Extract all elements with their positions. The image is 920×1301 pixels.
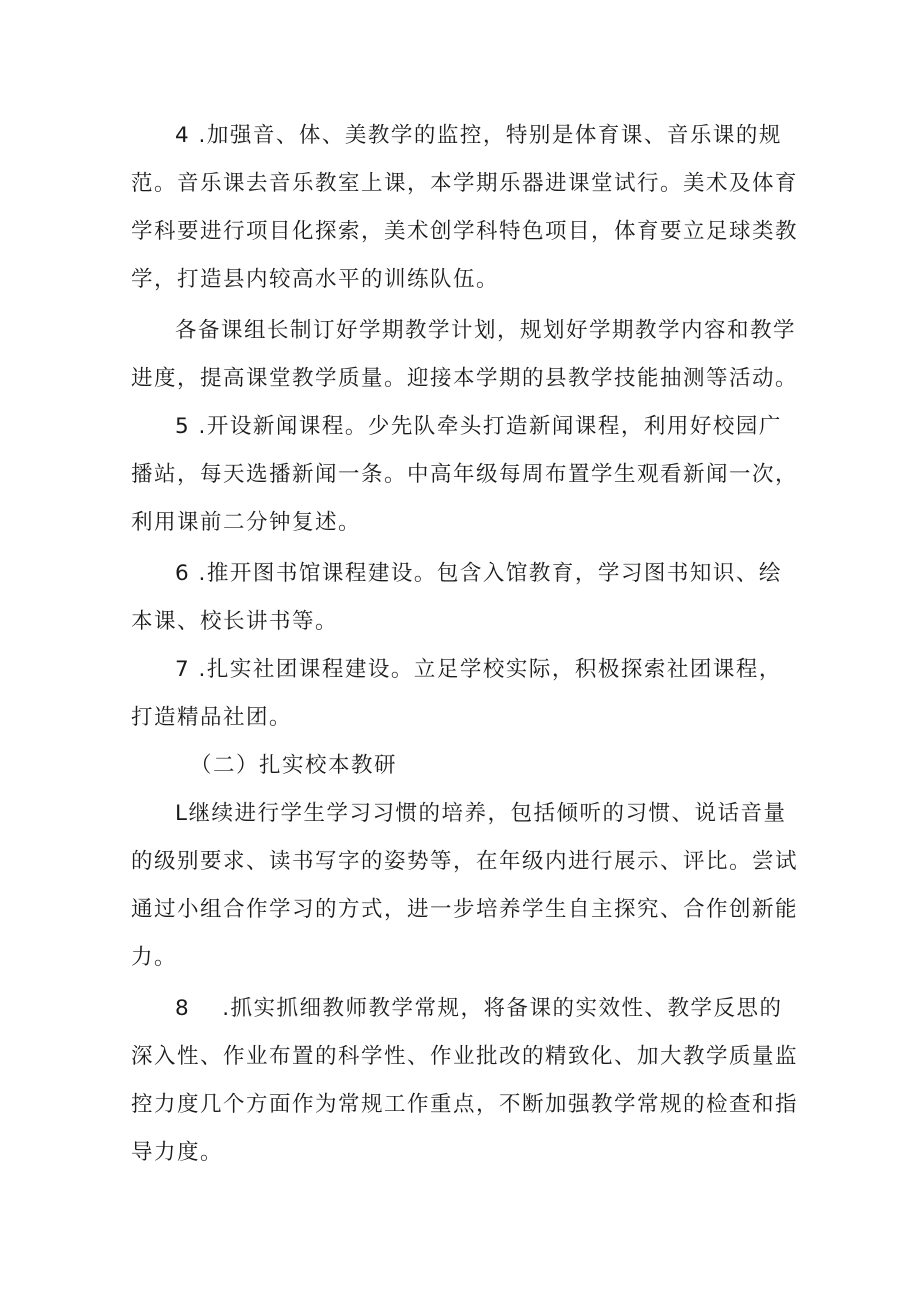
paragraph-6-line-1: 6 .推开图书馆课程建设。包含入馆教育，学习图书知识、绘 [175, 561, 782, 586]
paragraph-8-line-1-text: .抓实抓细教师教学常规，将备课的实效性、教学反思的 [222, 996, 783, 1021]
paragraph-5-line-2: 播站，每天选播新闻一条。中高年级每周布置学生观看新闻一次， [131, 462, 799, 487]
paragraph-8-line-1 [175, 993, 783, 1025]
paragraph-8-line-3: 控力度几个方面作为常规工作重点，不断加强教学常规的检查和指 [131, 1092, 799, 1117]
paragraph-4-line-3: 学科要进行项目化探索，美术创学科特色项目，体育要立足球类教 [131, 219, 799, 244]
paragraph-plan-line-1: 各备课组长制订好学期教学计划，规划好学期教学内容和教学 [175, 318, 797, 343]
paragraph-l-line-2: 的级别要求、读书写字的姿势等，在年级内进行展示、评比。尝试 [131, 849, 799, 874]
paragraph-plan-line-2: 进度，提高课堂教学质量。迎接本学期的县教学技能抽测等活动。 [131, 366, 799, 391]
paragraph-l-line-4: 力。 [131, 945, 178, 970]
paragraph-l-line-1: L继续进行学生学习习惯的培养，包括倾听的习惯、说话音量 [175, 801, 787, 826]
paragraph-4-line-2: 范。音乐课去音乐教室上课，本学期乐器进课堂试行。美术及体育 [131, 171, 799, 196]
paragraph-7-line-1: 7 .扎实社团课程建设。立足学校实际，积极探索社团课程， [175, 657, 782, 682]
paragraph-8-number: 8 [175, 996, 191, 1021]
paragraph-8-line-2: 深入性、作业布置的科学性、作业批改的精致化、加大教学质量监 [131, 1044, 799, 1069]
paragraph-5-line-1: 5 .开设新闻课程。少先队牵头打造新闻课程，利用好校园广 [175, 414, 782, 439]
paragraph-l-line-3: 通过小组合作学习的方式，进一步培养学生自主探究、合作创新能 [131, 897, 799, 922]
paragraph-7-line-2: 打造精品社团。 [131, 705, 293, 730]
paragraph-5-line-3: 利用课前二分钟复述。 [131, 510, 362, 535]
paragraph-8-line-4: 导力度。 [131, 1140, 224, 1165]
section-heading-2: （二）扎实校本教研 [190, 753, 398, 778]
paragraph-6-line-2: 本课、校长讲书等。 [131, 609, 339, 634]
paragraph-4-line-1: 4 .加强音、体、美教学的监控，特别是体育课、音乐课的规 [175, 123, 782, 148]
paragraph-4-line-4: 学，打造县内较高水平的训练队伍。 [131, 267, 500, 292]
